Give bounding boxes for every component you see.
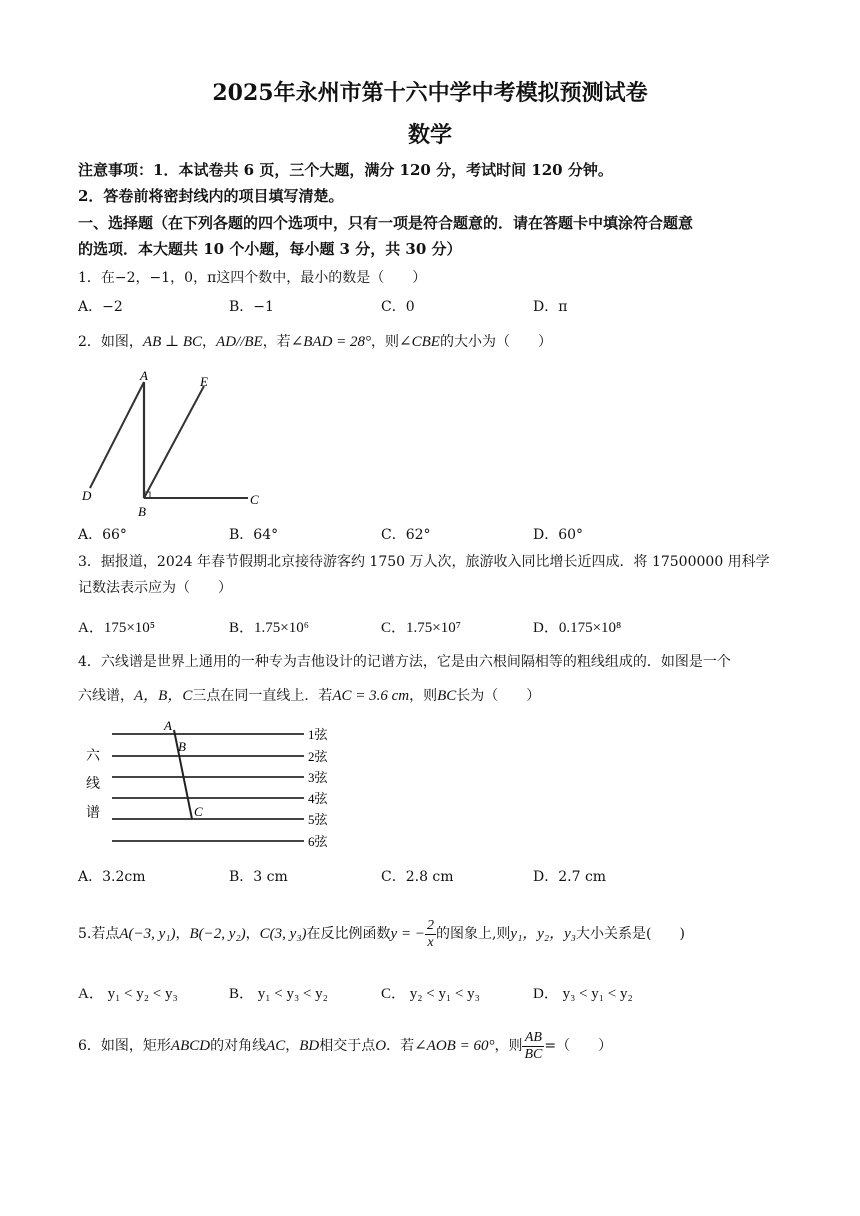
q4-line-2-d: 长为（ ） — [456, 688, 541, 704]
q6-fraction — [522, 1030, 544, 1063]
q6-text-a: 6．如图，矩形 — [78, 1038, 171, 1054]
side-label-1: 六 — [86, 749, 100, 764]
q5-point-b: B(−2, y₂) — [189, 926, 246, 942]
q5-option-b: B． y₁ < y₃ < y₂ — [229, 986, 328, 1002]
q1-option-d: D．π — [533, 299, 568, 315]
q5-option-a: A． y₁ < y₂ < y₃ — [78, 986, 178, 1002]
q6-text-d: ．若 — [386, 1038, 415, 1054]
point-c-label: C — [194, 804, 203, 819]
q4-expr-bc: BC — [437, 688, 457, 704]
exam-title: 2025年永州市第十六中学中考模拟预测试卷 — [212, 80, 648, 106]
string-label-5: 5弦 — [308, 812, 328, 827]
q5-text: 5.若点A(−3, y₁)，B(−2, y₂)，C(3, y₃)在反比例函数y = − $\frac{2}{x}$ 的图象上,则y₁，y₂，y₃大小关系是( ) — [78, 917, 685, 950]
q5-point-c: C(3, y₃) — [259, 926, 307, 942]
q4-option-b: B．3 cm — [229, 869, 288, 885]
q4-option-d: D．2.7 cm — [533, 869, 607, 885]
label-b: B — [138, 504, 146, 519]
q6-fraction-denominator: BC — [524, 1046, 543, 1062]
q5-text-a: 5.若点 — [78, 926, 120, 942]
q5-vars: y₁，y₂，y₃ — [510, 926, 577, 942]
q2-text-c: ，则 — [371, 334, 400, 350]
q6-expr-abcd: ABCD — [170, 1038, 211, 1054]
q4-line-1: 4．六线谱是世界上通用的一种专为吉他设计的记谱方法，它是由六根间隔相等的粗线组成的．如图是一个 — [78, 654, 731, 670]
notes-line-2: 2．答卷前将密封线内的项目填写清楚。 — [78, 187, 344, 205]
q6-text-f: =（ ） — [544, 1038, 613, 1054]
side-label-3: 谱 — [86, 806, 100, 821]
notes-line-1: 注意事项：1．本试卷共 6 页，三个大题，满分 120 分，考试时间 120 分钟。 — [78, 161, 613, 179]
q6-fraction-numerator: AB — [522, 1030, 544, 1047]
q5-text-c: 的图象上,则 — [435, 926, 511, 942]
q2-option-d: D．60° — [533, 527, 584, 543]
q5-text-d: 大小关系是( ) — [576, 926, 685, 942]
q6-text-b: 的对角线 — [210, 1038, 267, 1054]
q4-line-2-c: ，则 — [409, 688, 438, 704]
point-a-label: A — [164, 718, 172, 733]
q5-func-denominator: x — [427, 934, 434, 950]
q2-expr-angle-cbe: ∠CBE — [399, 334, 440, 350]
q5-point-a: A(−3, y₁) — [119, 926, 176, 942]
segment-be — [144, 386, 204, 498]
label-e: E — [200, 374, 208, 389]
string-label-3: 3弦 — [308, 770, 328, 785]
q3-option-c: C．1.75×10⁷ — [381, 620, 461, 636]
q1-option-c: C．0 — [381, 299, 415, 315]
q2-expr-perp: AB ⊥ BC — [142, 334, 203, 350]
q4-option-c: C．2.8 cm — [381, 869, 454, 885]
q2-option-c: C．62° — [381, 527, 431, 543]
q5-func-numerator: 2 — [426, 917, 434, 933]
section-1-line-1: 一、选择题（在下列各题的四个选项中，只有一项是符合题意的．请在答题卡中填涂符合题意 — [78, 214, 694, 232]
section-1-line-2: 的选项．本大题共 10 个小题，每小题 3 分，共 30 分） — [78, 240, 462, 258]
q3-option-a: A．175×10⁵ — [78, 620, 156, 636]
q1-text: 1．在−2，−1，0，π这四个数中，最小的数是（ ） — [78, 270, 427, 286]
q3-line-2: 记数法表示应为（ ） — [78, 580, 232, 596]
segment-ad — [90, 382, 144, 488]
string-label-4: 4弦 — [308, 791, 328, 806]
q5-func-fraction — [425, 918, 436, 951]
q4-expr-ac: AC = 3.6 cm — [332, 688, 410, 704]
string-label-6: 6弦 — [308, 834, 328, 849]
q4-line-2-b: 三点在同一直线上．若 — [192, 688, 333, 704]
q3-line-1: 3．据报道，2024 年春节假期北京接待游客约 1750 万人次，旅游收入同比增长近四成．将 17500000 用科学 — [78, 554, 770, 570]
q4-six-line-staff-figure — [78, 716, 348, 856]
q4-points: A，B，C — [134, 688, 193, 704]
q6-text-c: 相交于点 — [319, 1038, 376, 1054]
q4-line-2-a: 六线谱， — [78, 688, 134, 704]
q1-option-a: A．−2 — [78, 299, 123, 315]
q2-text — [78, 332, 552, 352]
q3-option-d: D．0.175×10⁸ — [533, 620, 622, 636]
q2-expr-angle-bad: ∠BAD = 28° — [290, 334, 372, 350]
q6-expr-bd: BD — [299, 1038, 320, 1054]
q6-expr-angle-aob: ∠AOB = 60° — [414, 1038, 495, 1054]
q2-text-d: 的大小为（ ） — [439, 334, 552, 350]
q2-option-a: A．66° — [78, 527, 127, 543]
q2-figure — [76, 364, 276, 522]
q6-text — [78, 1024, 612, 1068]
label-d: D — [82, 488, 92, 503]
q1-option-b: B．−1 — [229, 299, 274, 315]
q4-line-2 — [78, 686, 540, 706]
point-b-label: B — [178, 739, 186, 754]
q2-option-b: B．64° — [229, 527, 279, 543]
q5-option-d: D． y₃ < y₁ < y₂ — [533, 986, 633, 1002]
q5-text-b: 在反比例函数 — [306, 926, 391, 942]
q5-func-lhs: y = − — [390, 926, 425, 942]
exam-subject: 数学 — [407, 122, 452, 148]
string-label-2: 2弦 — [308, 749, 328, 764]
label-a: A — [140, 368, 148, 383]
q6-expr-ac: AC — [266, 1038, 286, 1054]
q2-text-a: 2．如图， — [78, 334, 143, 350]
q2-text-b: ，若 — [262, 334, 291, 350]
string-label-1: 1弦 — [308, 727, 328, 742]
q6-text-e: ，则 — [494, 1038, 523, 1054]
q2-sep: ， — [202, 334, 217, 350]
side-label-2: 线 — [86, 777, 100, 792]
q2-expr-parallel: AD//BE — [216, 334, 263, 350]
q6-expr-o: O — [375, 1038, 387, 1054]
q6-sep: ， — [285, 1038, 300, 1054]
q4-option-a: A．3.2cm — [78, 869, 146, 885]
q3-option-b: B．1.75×10⁶ — [229, 620, 309, 636]
label-c: C — [250, 492, 259, 507]
q5-option-c: C． y₂ < y₁ < y₃ — [381, 986, 480, 1002]
